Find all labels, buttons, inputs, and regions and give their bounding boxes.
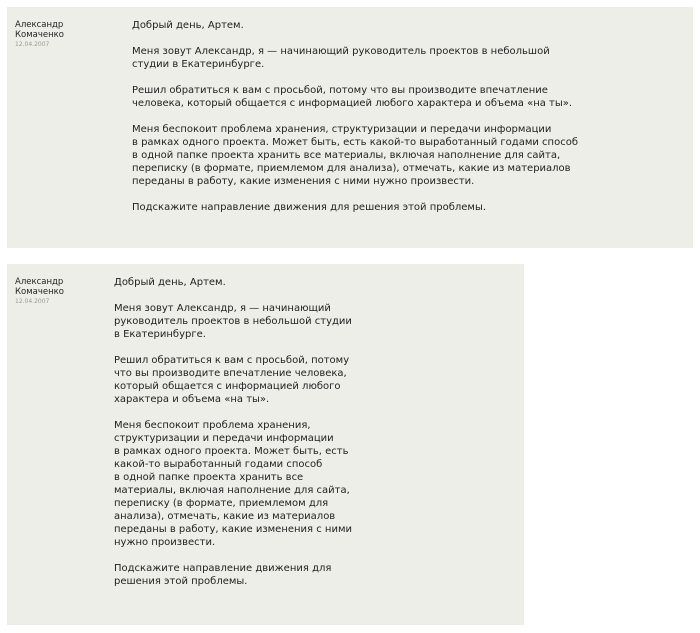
message-card-wide [7, 7, 693, 248]
author-block [15, 277, 95, 306]
greeting-paragraph: Добрый день, Артем. [114, 277, 226, 288]
author-block [15, 20, 95, 49]
author-name: Александр Комаченко [15, 277, 64, 297]
greeting-paragraph: Добрый день, Артем. [132, 20, 244, 31]
request-paragraph: Подскажите направление движения для решения этой проблемы. [114, 563, 332, 587]
message-body [132, 19, 602, 214]
problem-paragraph: Меня беспокоит проблема хранения, структуризации и передачи информации в рамках одного проекта. Может быть, есть какой-то выработанный годами способ в одной папке проекта хранить все материалы, включая наполнение для сайта, переписку (в формате, приемлемом для анализа), отмечать, какие из материалов переданы в работу, какие изменения с ними нужно произвести. [132, 124, 578, 187]
message-card-narrow [7, 264, 524, 625]
problem-paragraph: Меня беспокоит проблема хранения, структуризации и передачи информации в рамках одного проекта. Может быть, есть какой-то выработанный годами способ в одной папке проекта хранить все материалы, включая наполнение для сайта, переписку (в формате, приемлемом для анализа), отмечать, какие из материалов переданы в работу, какие изменения с ними нужно произвести. [114, 420, 353, 548]
intro-paragraph: Меня зовут Александр, я — начинающий руководитель проектов в небольшой студии в Екатеринбурге. [132, 46, 550, 70]
message-body [114, 276, 374, 588]
reason-paragraph: Решил обратиться к вам с просьбой, потому что вы производите впечатление человека, который общается с информацией любого характера и объема «на ты». [132, 85, 573, 109]
author-name: Александр Комаченко [15, 20, 64, 40]
reason-paragraph: Решил обратиться к вам с просьбой, потому что вы производите впечатление человека, который общается с информацией любого характера и объема «на ты». [114, 355, 350, 405]
intro-paragraph: Меня зовут Александр, я — начинающий руководитель проектов в небольшой студии в Екатеринбурге. [114, 303, 352, 340]
message-date: 12.04.2007 [15, 298, 50, 305]
request-paragraph: Подскажите направление движения для решения этой проблемы. [132, 202, 487, 213]
message-date: 12.04.2007 [15, 41, 50, 48]
